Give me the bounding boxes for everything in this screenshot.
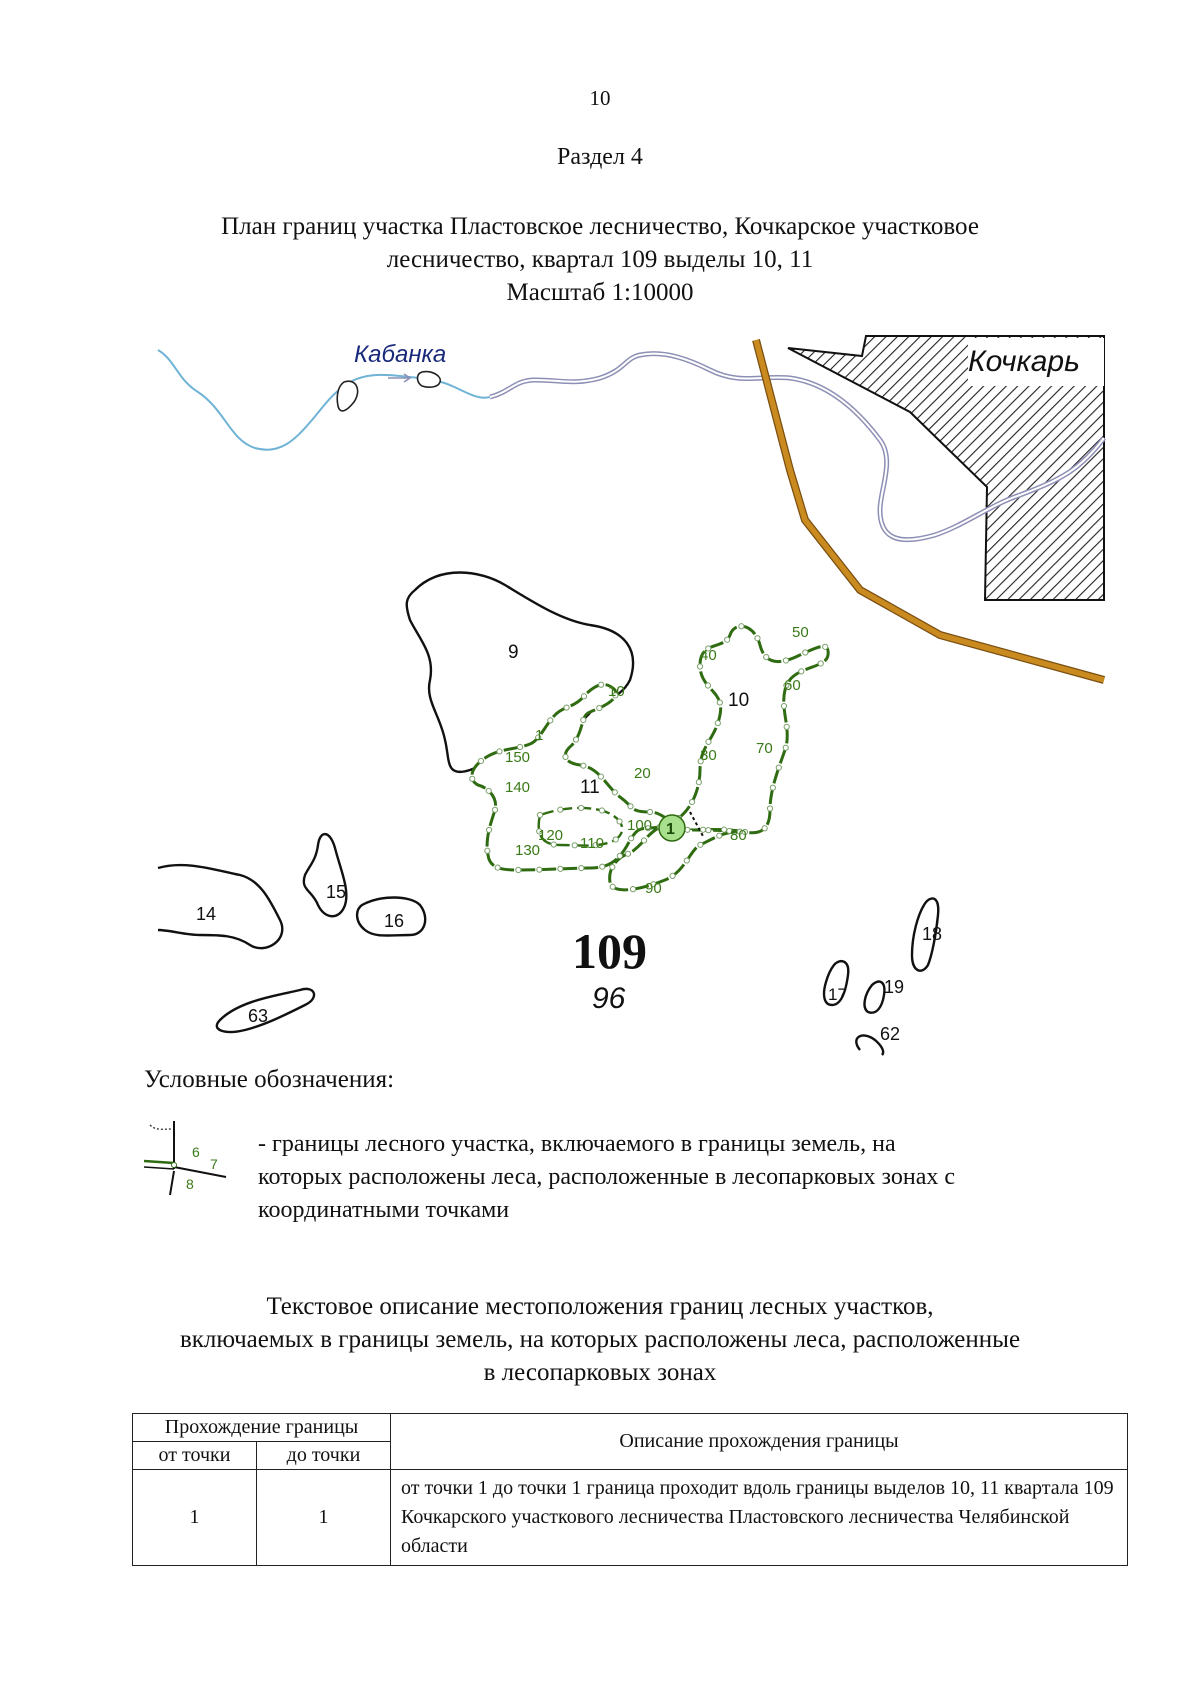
boundary-vertex [770, 785, 775, 790]
map-scale: Масштаб 1:10000 [506, 279, 694, 306]
row-to-point: 1 [256, 1470, 390, 1566]
plan-title-line-2: лесничество, квартал 109 выделы 10, 11 [386, 246, 814, 273]
boundary-vertex [497, 749, 502, 754]
boundary-vertex [612, 790, 617, 795]
boundary-vertex [597, 705, 602, 710]
boundary-vertex [776, 765, 781, 770]
point-label-1: 1 [535, 727, 544, 744]
legend-line-3: координатными точками [258, 1197, 510, 1223]
boundary-vertex [697, 664, 702, 669]
parcel-14 [158, 865, 282, 948]
boundary-vertex [689, 799, 694, 804]
boundary-vertex [492, 807, 497, 812]
row-from-point: 1 [133, 1470, 257, 1566]
boundary-vertex [784, 724, 789, 729]
point-label-20: 20 [634, 765, 651, 782]
boundary-vertex [755, 636, 760, 641]
boundary-vertex [823, 644, 828, 649]
boundary-vertex [478, 758, 483, 763]
parcel-62 [865, 982, 885, 1013]
parcel-10-boundary [660, 626, 828, 833]
parcel-14-label: 14 [196, 904, 217, 924]
parcel-11-label: 11 [580, 777, 600, 798]
header-description: Описание прохождения границы [391, 1414, 1128, 1470]
town-label: Кочкарь [968, 345, 1080, 378]
boundary-vertex [764, 654, 769, 659]
boundary-vertex [706, 739, 711, 744]
legend-boundary-symbol [140, 1117, 240, 1199]
boundary-vertex [706, 828, 711, 833]
boundary-vertex [581, 694, 586, 699]
boundary-vertex [558, 807, 563, 812]
legend-line-1: - границы лесного участка, включаемого в границы земель, на [258, 1131, 896, 1157]
boundary-vertex [625, 851, 630, 856]
legend-heading: Условные обозначения: [144, 1066, 395, 1093]
parcel-15 [304, 834, 347, 916]
point-label-50: 50 [792, 624, 809, 641]
boundary-vertex [495, 865, 500, 870]
page-number: 10 [589, 86, 611, 110]
boundary-vertex [739, 624, 744, 629]
boundary-vertex [516, 867, 521, 872]
point-label-110: 110 [580, 835, 604, 852]
point-label-140: 140 [505, 779, 531, 796]
quarter-area: 96 [592, 982, 626, 1015]
boundary-vertex [537, 867, 542, 872]
boundary-vertex [617, 853, 622, 858]
boundary-vertex [579, 866, 584, 871]
parcel-62-label: 19 [884, 977, 905, 997]
boundary-vertex [573, 737, 578, 742]
point-label-80: 80 [730, 827, 747, 844]
boundary-vertex [564, 705, 569, 710]
boundary-vertex [558, 866, 563, 871]
boundary-vertex [581, 763, 586, 768]
header-to-point: до точки [256, 1442, 390, 1470]
boundary-vertex [630, 887, 635, 892]
boundary-table [132, 1413, 1128, 1566]
point-label-130: 130 [515, 842, 541, 859]
parcel-16-label: 16 [384, 911, 405, 931]
river-lake [337, 381, 357, 411]
boundary-vertex [610, 864, 615, 869]
section-title: Раздел 4 [557, 144, 643, 170]
boundary-vertex [717, 833, 722, 838]
boundary-vertex [803, 650, 808, 655]
boundary-vertex [628, 804, 633, 809]
boundary-vertex [548, 718, 553, 723]
legend-symbol-label-6: 6 [192, 1144, 200, 1160]
boundary-vertex [783, 658, 788, 663]
boundary-vertex [705, 683, 710, 688]
boundary-vertex [600, 864, 605, 869]
plan-title-line-1: План границ участка Пластовское лесничество, Кочкарское участковое [221, 213, 979, 240]
boundary-vertex [783, 745, 788, 750]
legend-description [258, 1128, 1118, 1227]
river-lake [418, 372, 441, 388]
boundary-vertex [799, 669, 804, 674]
legend-symbol-label-7: 7 [210, 1156, 218, 1172]
row-description: от точки 1 до точки 1 граница проходит вдоль границы выделов 10, 11 квартала 109 Кочкарского участкового лесничества Пластовского лесничества Челябинской области [391, 1470, 1128, 1566]
boundary-vertex [698, 842, 703, 847]
parcel-10-label: 10 [728, 690, 750, 711]
start-point-label: 1 [666, 821, 675, 838]
boundary-vertex [537, 812, 542, 817]
point-label-120: 120 [538, 827, 564, 844]
point-label-10: 10 [608, 683, 625, 700]
description-title [0, 1290, 1200, 1389]
header-from-point: от точки [133, 1442, 257, 1470]
boundary-vertex [717, 700, 722, 705]
quarter-number: 109 [572, 923, 647, 979]
boundary-vertex [684, 858, 689, 863]
point-label-150: 150 [505, 749, 531, 766]
boundary-vertex [696, 780, 701, 785]
boundary-vertex [613, 837, 618, 842]
boundary-vertex [610, 884, 615, 889]
boundary-vertex [721, 827, 726, 832]
boundary-vertex [486, 827, 491, 832]
parcel-15-label: 15 [326, 882, 347, 902]
point-label-100: 100 [627, 817, 653, 834]
parcel-9-label: 9 [508, 642, 519, 663]
boundary-vertex [579, 805, 584, 810]
boundary-vertex [781, 703, 786, 708]
header-boundary-passage: Прохождение границы [133, 1414, 391, 1442]
legend-symbol-label-8: 8 [186, 1176, 194, 1192]
point-label-70: 70 [756, 740, 773, 757]
parcel-17-label: 17 [828, 985, 847, 1004]
boundary-vertex [470, 776, 475, 781]
boundary-vertex [563, 754, 568, 759]
parcel-19-label: 63 [248, 1006, 269, 1026]
parcel-9 [407, 573, 633, 772]
boundary-vertex [670, 873, 675, 878]
boundary-vertex [700, 827, 705, 832]
description-line-2: включаемых в границы земель, на которых расположены леса, расположенные [179, 1326, 1021, 1353]
boundary-vertex [617, 819, 622, 824]
parcel-63-label: 62 [880, 1024, 901, 1044]
description-line-1: Текстовое описание местоположения границ лесных участков, [266, 1293, 934, 1320]
boundary-vertex [629, 836, 634, 841]
boundary-vertex [599, 682, 604, 687]
boundary-vertex [647, 809, 652, 814]
boundary-vertex [725, 637, 730, 642]
description-line-3: в лесопарковых зонах [483, 1359, 717, 1386]
boundary-vertex [762, 826, 767, 831]
river-label: Кабанка [354, 341, 447, 368]
boundary-vertex [599, 808, 604, 813]
boundary-vertex [572, 843, 577, 848]
boundary-vertex [767, 806, 772, 811]
point-label-30: 30 [700, 747, 717, 764]
point-label-40: 40 [700, 647, 717, 664]
boundary-vertex [485, 848, 490, 853]
point-label-90: 90 [645, 880, 662, 897]
boundary-vertex [818, 661, 823, 666]
point-label-60: 60 [784, 677, 801, 694]
boundary-vertex [581, 717, 586, 722]
legend-line-2: которых расположены леса, расположенные в лесопарковых зонах с [258, 1164, 956, 1190]
table-row [133, 1470, 1128, 1566]
boundary-vertex [486, 788, 491, 793]
boundary-vertex [641, 838, 646, 843]
parcel-18-label: 18 [922, 924, 943, 944]
boundary-vertex [715, 721, 720, 726]
